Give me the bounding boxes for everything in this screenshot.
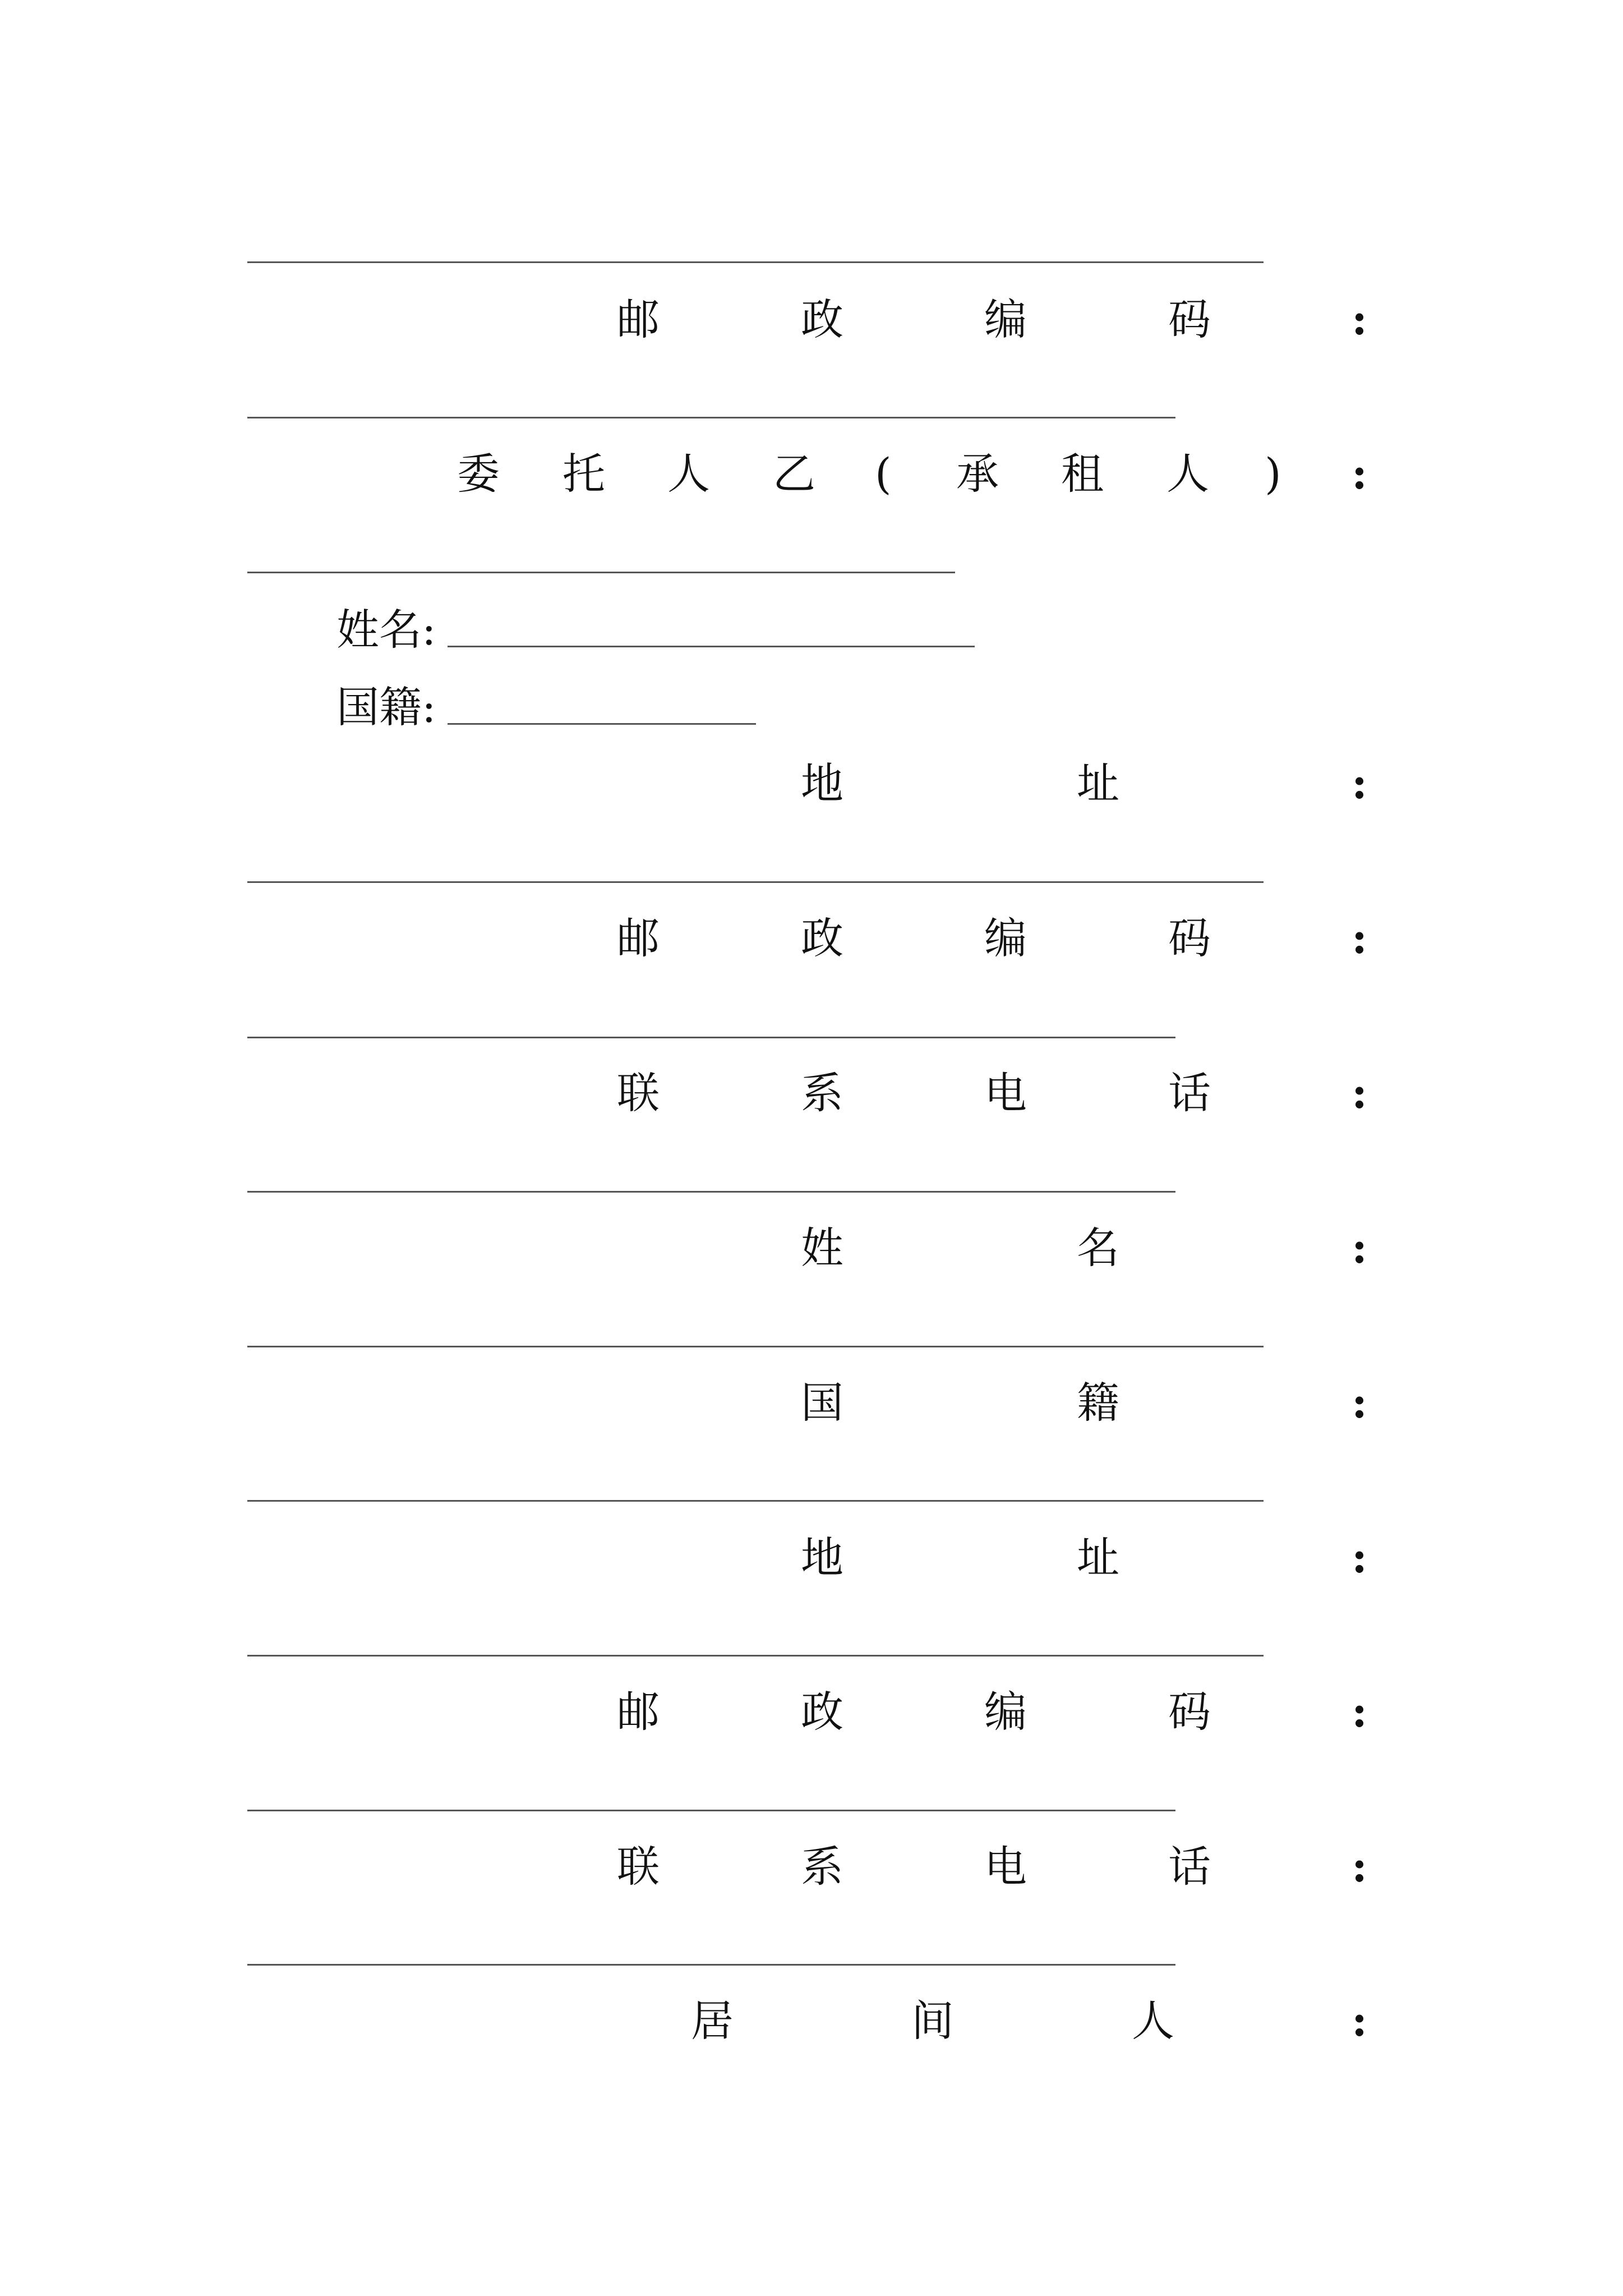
label-char: 国 bbox=[801, 1378, 843, 1428]
label-colon: : bbox=[1352, 913, 1368, 963]
postal-code-fill-line[interactable] bbox=[247, 417, 1175, 418]
label-char: 址 bbox=[1077, 1533, 1119, 1582]
principal-b-fill-line[interactable] bbox=[247, 572, 955, 573]
fill-line bbox=[247, 261, 1264, 263]
label-char: 电 bbox=[984, 1842, 1027, 1892]
label-char: ( bbox=[875, 449, 892, 499]
label-char: 居 bbox=[691, 1996, 734, 2046]
phone-fill-line[interactable] bbox=[247, 1191, 1175, 1193]
label-char: 委 bbox=[457, 449, 500, 499]
label-char: 政 bbox=[801, 913, 843, 963]
nationality-fill-line[interactable] bbox=[448, 723, 756, 725]
phone-label-row bbox=[0, 1836, 1623, 1898]
label-char: 间 bbox=[911, 1996, 954, 2046]
label-colon: : bbox=[1352, 1378, 1368, 1428]
label-colon: : bbox=[1352, 449, 1368, 499]
principal-b-label-row bbox=[0, 443, 1623, 505]
label-char: 乙 bbox=[773, 449, 815, 499]
label-char: 姓 bbox=[801, 1223, 843, 1273]
label-char: 编 bbox=[984, 1687, 1027, 1737]
label-colon: : bbox=[1352, 1842, 1368, 1892]
name-label-row bbox=[0, 1217, 1623, 1279]
postal-code-label-row bbox=[0, 289, 1623, 351]
label-colon: : bbox=[1352, 1068, 1368, 1118]
label-char: 邮 bbox=[617, 913, 660, 963]
label-char: 人 bbox=[667, 449, 710, 499]
label-char: 名 bbox=[1077, 1223, 1119, 1273]
label-char: 话 bbox=[1168, 1842, 1211, 1892]
label-char: 码 bbox=[1168, 295, 1211, 344]
postal-code-label-row bbox=[0, 908, 1623, 969]
label-char: 系 bbox=[801, 1842, 843, 1892]
label-colon: : bbox=[1352, 758, 1368, 808]
label-colon: : bbox=[1352, 1687, 1368, 1737]
label-char: 编 bbox=[984, 295, 1027, 344]
label-char: ) bbox=[1265, 449, 1281, 499]
name-label: 姓名: bbox=[336, 605, 436, 655]
label-char: 租 bbox=[1061, 449, 1104, 499]
name-inline-field bbox=[336, 599, 975, 661]
name-fill-line[interactable] bbox=[448, 646, 975, 647]
label-char: 邮 bbox=[617, 1687, 660, 1737]
label-colon: : bbox=[1352, 1223, 1368, 1273]
nationality-label: 国籍: bbox=[336, 682, 436, 732]
label-char: 托 bbox=[562, 449, 605, 499]
address-label-row bbox=[0, 1527, 1623, 1589]
nationality-fill-line[interactable] bbox=[247, 1500, 1264, 1502]
label-char: 码 bbox=[1168, 1687, 1211, 1737]
label-char: 码 bbox=[1168, 913, 1211, 963]
nationality-inline-field bbox=[336, 677, 756, 738]
postal-code-fill-line[interactable] bbox=[247, 1810, 1175, 1811]
label-char: 址 bbox=[1077, 758, 1119, 808]
label-char: 承 bbox=[956, 449, 999, 499]
phone-fill-line[interactable] bbox=[247, 1964, 1175, 1966]
label-colon: : bbox=[1352, 1533, 1368, 1582]
label-char: 政 bbox=[801, 295, 843, 344]
label-colon: : bbox=[1352, 1996, 1368, 2046]
label-char: 话 bbox=[1168, 1068, 1211, 1118]
label-char: 编 bbox=[984, 913, 1027, 963]
label-char: 籍 bbox=[1077, 1378, 1119, 1428]
postal-code-label-row bbox=[0, 1681, 1623, 1743]
label-char: 联 bbox=[617, 1068, 660, 1118]
address-fill-line[interactable] bbox=[247, 881, 1264, 883]
label-char: 地 bbox=[801, 1533, 843, 1582]
label-char: 地 bbox=[801, 758, 843, 808]
address-fill-line[interactable] bbox=[247, 1655, 1264, 1657]
label-char: 政 bbox=[801, 1687, 843, 1737]
label-char: 联 bbox=[617, 1842, 660, 1892]
broker-label-row bbox=[0, 1990, 1623, 2052]
label-char: 人 bbox=[1166, 449, 1209, 499]
address-label-row bbox=[0, 753, 1623, 815]
label-char: 邮 bbox=[617, 295, 660, 344]
postal-code-fill-line[interactable] bbox=[247, 1037, 1175, 1038]
label-char: 系 bbox=[801, 1068, 843, 1118]
phone-label-row bbox=[0, 1062, 1623, 1124]
name-fill-line[interactable] bbox=[247, 1346, 1264, 1347]
label-colon: : bbox=[1352, 295, 1368, 344]
label-char: 电 bbox=[984, 1068, 1027, 1118]
nationality-label-row bbox=[0, 1372, 1623, 1434]
label-char: 人 bbox=[1132, 1996, 1174, 2046]
